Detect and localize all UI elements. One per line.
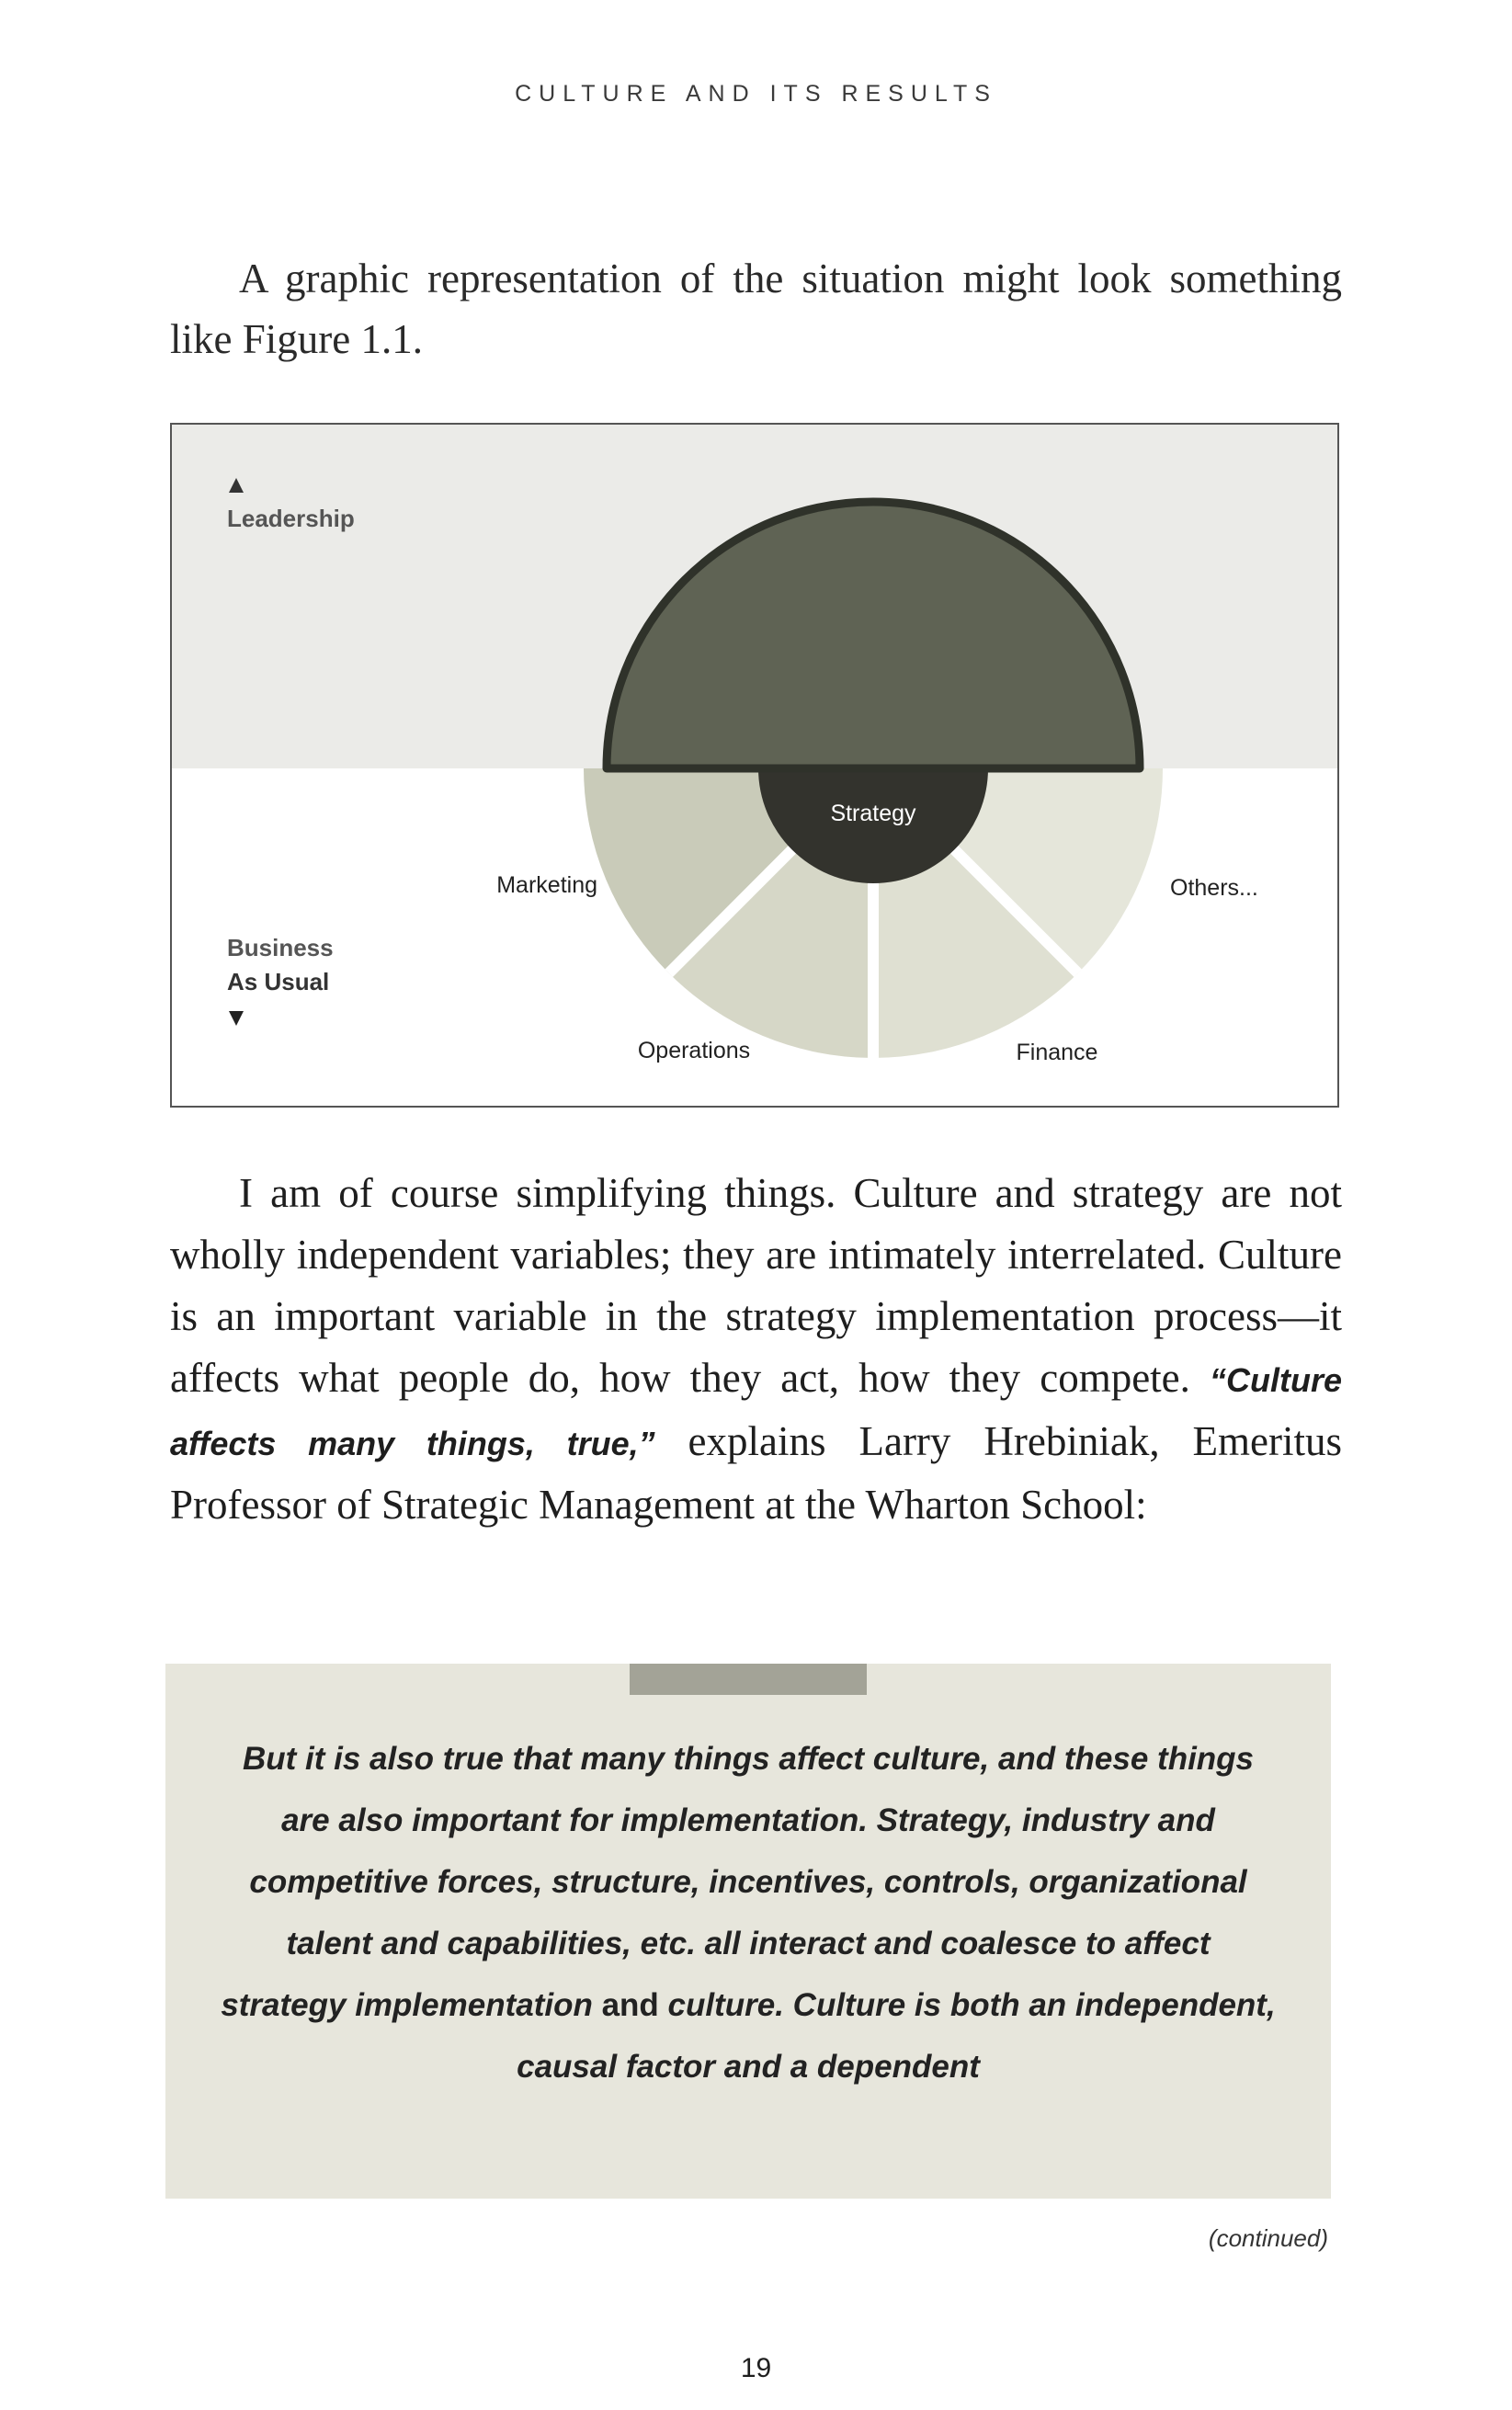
quote-text (221, 1728, 1276, 2097)
quote-box (165, 1664, 1331, 2199)
running-head: CULTURE AND ITS RESULTS (515, 81, 997, 107)
quote-box-tab (630, 1664, 867, 1695)
figure-svg (170, 423, 1339, 1108)
intro-paragraph: A graphic representation of the situation might look something like Figure 1.1. (170, 256, 1342, 362)
figure-1-1 (170, 423, 1339, 1108)
page-number: 19 (740, 2353, 772, 2383)
marketing-label: Marketing (496, 872, 597, 898)
strategy-label: Strategy (830, 801, 916, 826)
body-paragraph (170, 1163, 1342, 1536)
finance-label: Finance (1016, 1040, 1098, 1065)
continued-note: (continued) (1208, 2224, 1328, 2252)
body-text-before: I am of course simplifying things. Culture and strategy are not wholly independent variables; they are intimately interrelated. Culture is an important variable in the strategy implementation process—it affects what people do, how they act, how they compete. (170, 1170, 1342, 1401)
operations-label: Operations (637, 1038, 751, 1063)
down-arrow-icon (229, 1011, 244, 1026)
others-label: Others... (1170, 875, 1258, 901)
quote-connector: and (592, 1987, 668, 2023)
bottom-axis-label-line1: Business (227, 934, 334, 961)
bottom-axis-label-line2: As Usual (227, 968, 330, 995)
quote-lead-in: “Culture affects many things, true,” (170, 1361, 1342, 1462)
top-axis-label: Leadership (227, 505, 355, 532)
quote-part-2: culture. Culture is both an independent, causal factor and a dependent (517, 1987, 1276, 2085)
quote-part-1: But it is also true that many things affect culture, and these things are also important for implementation. Strategy, industry and competitive forces, structure, incentives, controls, organizational talent and capabilities, etc. all interact and coalesce to affect strategy implementation (221, 1741, 1255, 2023)
body-text-after: explains Larry Hrebiniak, Emeritus Professor of Strategic Management at the Wharton School: (170, 1418, 1342, 1528)
